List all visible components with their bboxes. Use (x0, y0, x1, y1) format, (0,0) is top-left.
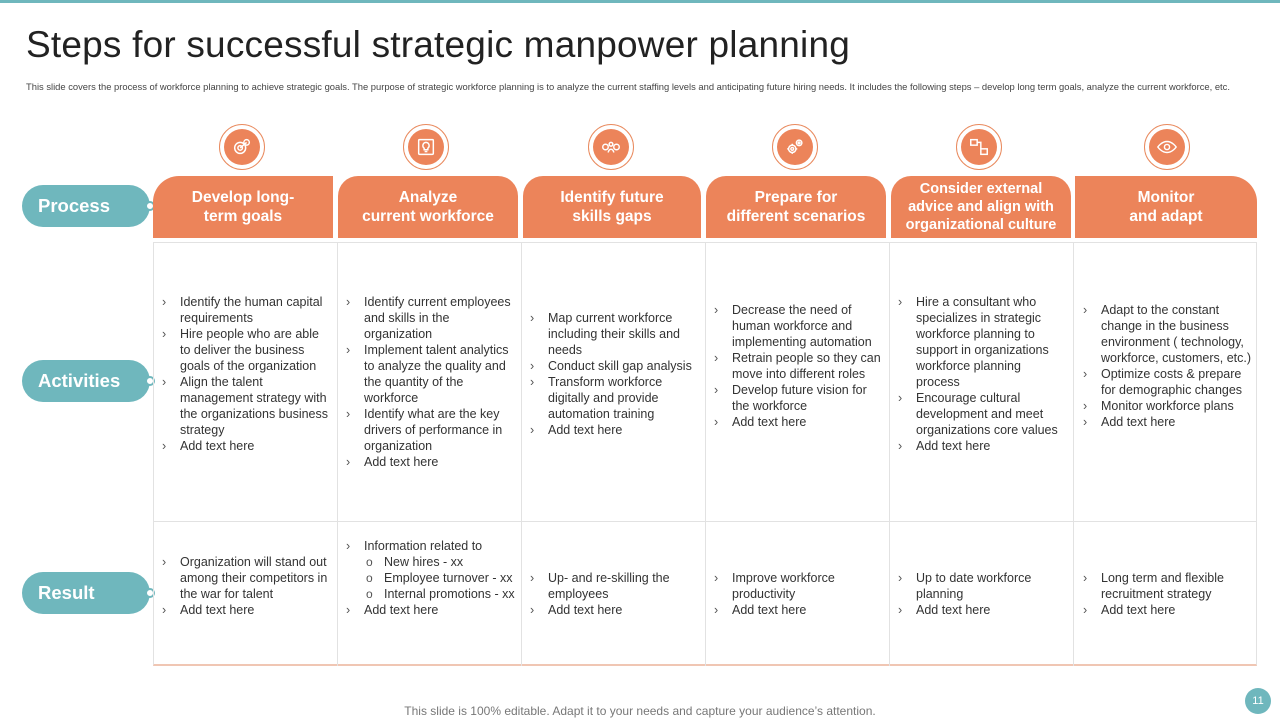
list-item: › Conduct skill gap analysis (528, 358, 698, 374)
column-header-2: Analyze current workforce (338, 176, 518, 238)
list-item: › Identify current employees and skills in the organization (344, 294, 516, 342)
activities-cell-4 (712, 302, 884, 430)
top-rule (0, 0, 1280, 3)
list-item: › Encourage cultural development and meet organizations core values (896, 390, 1068, 438)
list-item: › Add text here (344, 454, 516, 470)
list-item: › Add text here (160, 602, 332, 618)
list-item: › Optimize costs & prepare for demographic changes (1081, 366, 1253, 398)
list-item: › Add text here (344, 602, 516, 618)
list-item: › Add text here (160, 438, 332, 454)
column-header-1: Develop long- term goals (153, 176, 333, 238)
lightbulb-icon (403, 124, 449, 170)
column-header-4: Prepare for different scenarios (706, 176, 886, 238)
list-item: › Decrease the need of human workforce and implementing automation (712, 302, 884, 350)
list-item: › Hire a consultant who specializes in strategic workforce planning to support in organizations workforce planning process (896, 294, 1068, 390)
column-header-5: Consider external advice and align with organizational culture (891, 176, 1071, 238)
list-item: › Implement talent analytics to analyze the quality and the quantity of the workforce (344, 342, 516, 406)
list-item: › Add text here (1081, 602, 1253, 618)
network-nodes-icon (956, 124, 1002, 170)
activities-cell-2 (344, 294, 516, 470)
result-cell-6 (1081, 570, 1253, 618)
activities-cell-6 (1081, 302, 1253, 430)
list-item: › Map current workforce including their skills and needs (528, 310, 698, 358)
list-item: › Transform workforce digitally and provide automation training (528, 374, 698, 422)
row-label-activities: Activities (22, 360, 150, 402)
list-item: › Up to date workforce planning (896, 570, 1068, 602)
grid-col-divider (705, 242, 706, 666)
sub-list-item: o New hires - xx (344, 554, 516, 570)
result-cell-1 (160, 554, 332, 618)
list-item: › Add text here (1081, 414, 1253, 430)
list-item: › Organization will stand out among their competitors in the war for talent (160, 554, 332, 602)
result-cell-4 (712, 570, 884, 618)
eye-icon (1144, 124, 1190, 170)
team-gears-icon (588, 124, 634, 170)
list-item: › Add text here (528, 602, 698, 618)
activities-cell-5 (896, 294, 1068, 454)
list-item: › Add text here (896, 438, 1068, 454)
list-item: › Add text here (528, 422, 698, 438)
list-item: › Develop future vision for the workforce (712, 382, 884, 414)
row-label-process: Process (22, 185, 150, 227)
grid-col-divider (889, 242, 890, 666)
sub-list-item: o Internal promotions - xx (344, 586, 516, 602)
page-number: 11 (1245, 688, 1271, 714)
list-item: › Monitor workforce plans (1081, 398, 1253, 414)
activities-cell-3 (528, 310, 698, 438)
list-item: › Align the talent management strategy with the organizations business strategy (160, 374, 332, 438)
activities-cell-1 (160, 294, 332, 454)
result-cell-5 (896, 570, 1068, 618)
result-cell-2 (344, 538, 516, 618)
page-subtitle: This slide covers the process of workforce planning to achieve strategic goals. The purpose of strategic workforce planning is to analyze the current staffing levels and anticipating future hiring needs. It includes the following steps – develop long term goals, analyze the current workforce, etc. (26, 81, 1230, 92)
result-cell-3 (528, 570, 698, 618)
list-item: › Adapt to the constant change in the business environment ( technology, workforce, customers, etc.) (1081, 302, 1253, 366)
page-title: Steps for successful strategic manpower planning (26, 24, 851, 65)
target-gear-icon (219, 124, 265, 170)
list-item: › Up- and re-skilling the employees (528, 570, 698, 602)
list-item: › Retrain people so they can move into different roles (712, 350, 884, 382)
grid-col-divider (521, 242, 522, 666)
gears-icon (772, 124, 818, 170)
list-item: › Add text here (712, 602, 884, 618)
column-header-3: Identify future skills gaps (523, 176, 701, 238)
list-item: › Hire people who are able to deliver the business goals of the organization (160, 326, 332, 374)
grid-col-divider (337, 242, 338, 666)
list-item: › Identify the human capital requirements (160, 294, 332, 326)
sub-list-item: o Employee turnover - xx (344, 570, 516, 586)
list-item: › Add text here (896, 602, 1068, 618)
row-label-result: Result (22, 572, 150, 614)
column-header-6: Monitor and adapt (1075, 176, 1257, 238)
list-item: › Long term and flexible recruitment strategy (1081, 570, 1253, 602)
list-item: › Information related to (344, 538, 516, 554)
footer-note: This slide is 100% editable. Adapt it to your needs and capture your audience’s attention. (404, 704, 876, 718)
grid-col-divider (1073, 242, 1074, 666)
list-item: › Add text here (712, 414, 884, 430)
list-item: › Identify what are the key drivers of performance in organization (344, 406, 516, 454)
list-item: › Improve workforce productivity (712, 570, 884, 602)
